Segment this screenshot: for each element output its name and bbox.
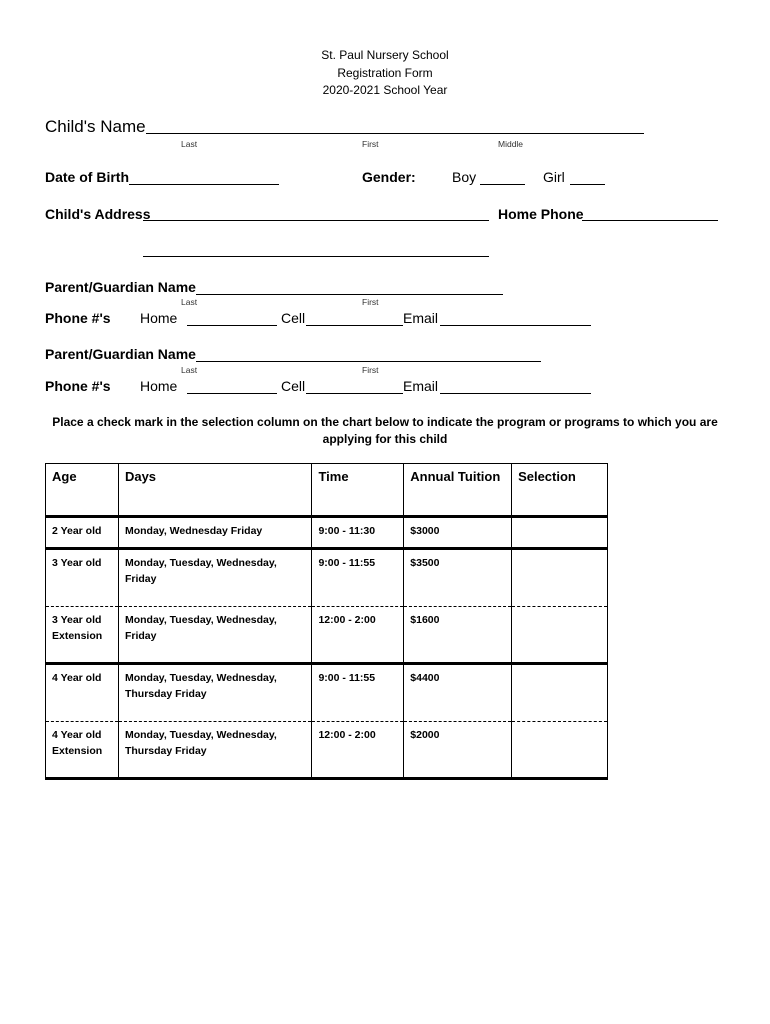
form-title: Registration Form xyxy=(337,66,433,80)
phones1-home-field[interactable] xyxy=(187,325,277,326)
table-row xyxy=(46,607,608,664)
phones2-cell-label: Cell xyxy=(281,378,306,394)
days-cell: Monday, Tuesday, Wednesday, Thursday Friday xyxy=(118,664,312,722)
table-row xyxy=(46,549,608,607)
phones1-cell-label: Cell xyxy=(281,310,306,326)
dob-label: Date of Birth xyxy=(45,169,129,185)
gender-girl-label: Girl xyxy=(543,169,565,185)
guardian2-label: Parent/Guardian Name xyxy=(45,346,196,362)
days-cell: Monday, Tuesday, Wednesday, Friday xyxy=(118,549,312,607)
dob-field[interactable] xyxy=(129,184,279,185)
table-row xyxy=(46,722,608,779)
phones1-label: Phone #'s xyxy=(45,310,111,326)
phones2-label: Phone #'s xyxy=(45,378,111,394)
column-header-tuition: Annual Tuition xyxy=(404,464,512,517)
column-header-age: Age xyxy=(46,464,119,517)
tuition-cell: $4400 xyxy=(404,664,512,722)
phones1-email-label: Email xyxy=(403,310,439,326)
school-year: 2020-2021 School Year xyxy=(322,83,448,97)
age-cell: 3 Year old Extension xyxy=(46,607,119,664)
days-cell: Monday, Tuesday, Wednesday, Friday xyxy=(118,607,312,664)
table-row xyxy=(46,517,608,549)
gender-boy-field[interactable] xyxy=(480,184,525,185)
home-phone-field[interactable] xyxy=(582,220,718,221)
address-field-line1[interactable] xyxy=(143,220,489,221)
phones1-home-label: Home xyxy=(140,310,178,326)
time-cell: 9:00 - 11:55 xyxy=(312,664,404,722)
phones1-email-field[interactable] xyxy=(440,325,591,326)
table-row xyxy=(46,664,608,722)
tuition-cell: $1600 xyxy=(404,607,512,664)
guardian1-field[interactable] xyxy=(196,294,503,295)
phones2-email-label: Email xyxy=(403,378,439,394)
selection-cell[interactable] xyxy=(512,607,608,664)
age-cell: 4 Year old Extension xyxy=(46,722,119,779)
child-name-field[interactable] xyxy=(146,133,644,134)
address-label: Child's Address xyxy=(45,206,151,222)
guardian2-first-caption: First xyxy=(362,365,379,375)
guardian1-last-caption: Last xyxy=(181,297,198,307)
time-cell: 9:00 - 11:30 xyxy=(312,517,404,549)
tuition-cell: $2000 xyxy=(404,722,512,779)
guardian1-first-caption: First xyxy=(362,297,379,307)
column-header-time: Time xyxy=(312,464,404,517)
phones2-cell-field[interactable] xyxy=(306,393,403,394)
phones1-cell-field[interactable] xyxy=(306,325,403,326)
age-cell: 3 Year old xyxy=(46,549,119,607)
child-name-middle-caption: Middle xyxy=(498,139,524,149)
selection-cell[interactable] xyxy=(512,722,608,779)
days-cell: Monday, Tuesday, Wednesday, Thursday Friday xyxy=(118,722,312,779)
instruction-text: Place a check mark in the selection column on the chart below to indicate the program or programs to which you are applying for this child xyxy=(52,415,718,446)
time-cell: 12:00 - 2:00 xyxy=(312,607,404,664)
child-name-last-caption: Last xyxy=(181,139,198,149)
child-name-label: Child's Name xyxy=(45,117,146,136)
guardian1-label: Parent/Guardian Name xyxy=(45,279,196,295)
table-header-row xyxy=(46,464,608,517)
selection-cell[interactable] xyxy=(512,549,608,607)
tuition-cell: $3000 xyxy=(404,517,512,549)
home-phone-label: Home Phone xyxy=(498,206,584,222)
phones2-email-field[interactable] xyxy=(440,393,591,394)
guardian2-field[interactable] xyxy=(196,361,541,362)
tuition-cell: $3500 xyxy=(404,549,512,607)
time-cell: 12:00 - 2:00 xyxy=(312,722,404,779)
school-name: St. Paul Nursery School xyxy=(321,48,449,62)
age-cell: 4 Year old xyxy=(46,664,119,722)
age-cell: 2 Year old xyxy=(46,517,119,549)
days-cell: Monday, Wednesday Friday xyxy=(118,517,312,549)
program-table xyxy=(45,463,608,780)
address-field-line2[interactable] xyxy=(143,256,489,257)
gender-girl-field[interactable] xyxy=(570,184,605,185)
column-header-selection: Selection xyxy=(512,464,608,517)
phones2-home-label: Home xyxy=(140,378,178,394)
selection-cell[interactable] xyxy=(512,664,608,722)
column-header-days: Days xyxy=(118,464,312,517)
gender-boy-label: Boy xyxy=(452,169,477,185)
phones2-home-field[interactable] xyxy=(187,393,277,394)
gender-label: Gender: xyxy=(362,169,416,185)
guardian2-last-caption: Last xyxy=(181,365,198,375)
child-name-first-caption: First xyxy=(362,139,379,149)
selection-cell[interactable] xyxy=(512,517,608,549)
time-cell: 9:00 - 11:55 xyxy=(312,549,404,607)
